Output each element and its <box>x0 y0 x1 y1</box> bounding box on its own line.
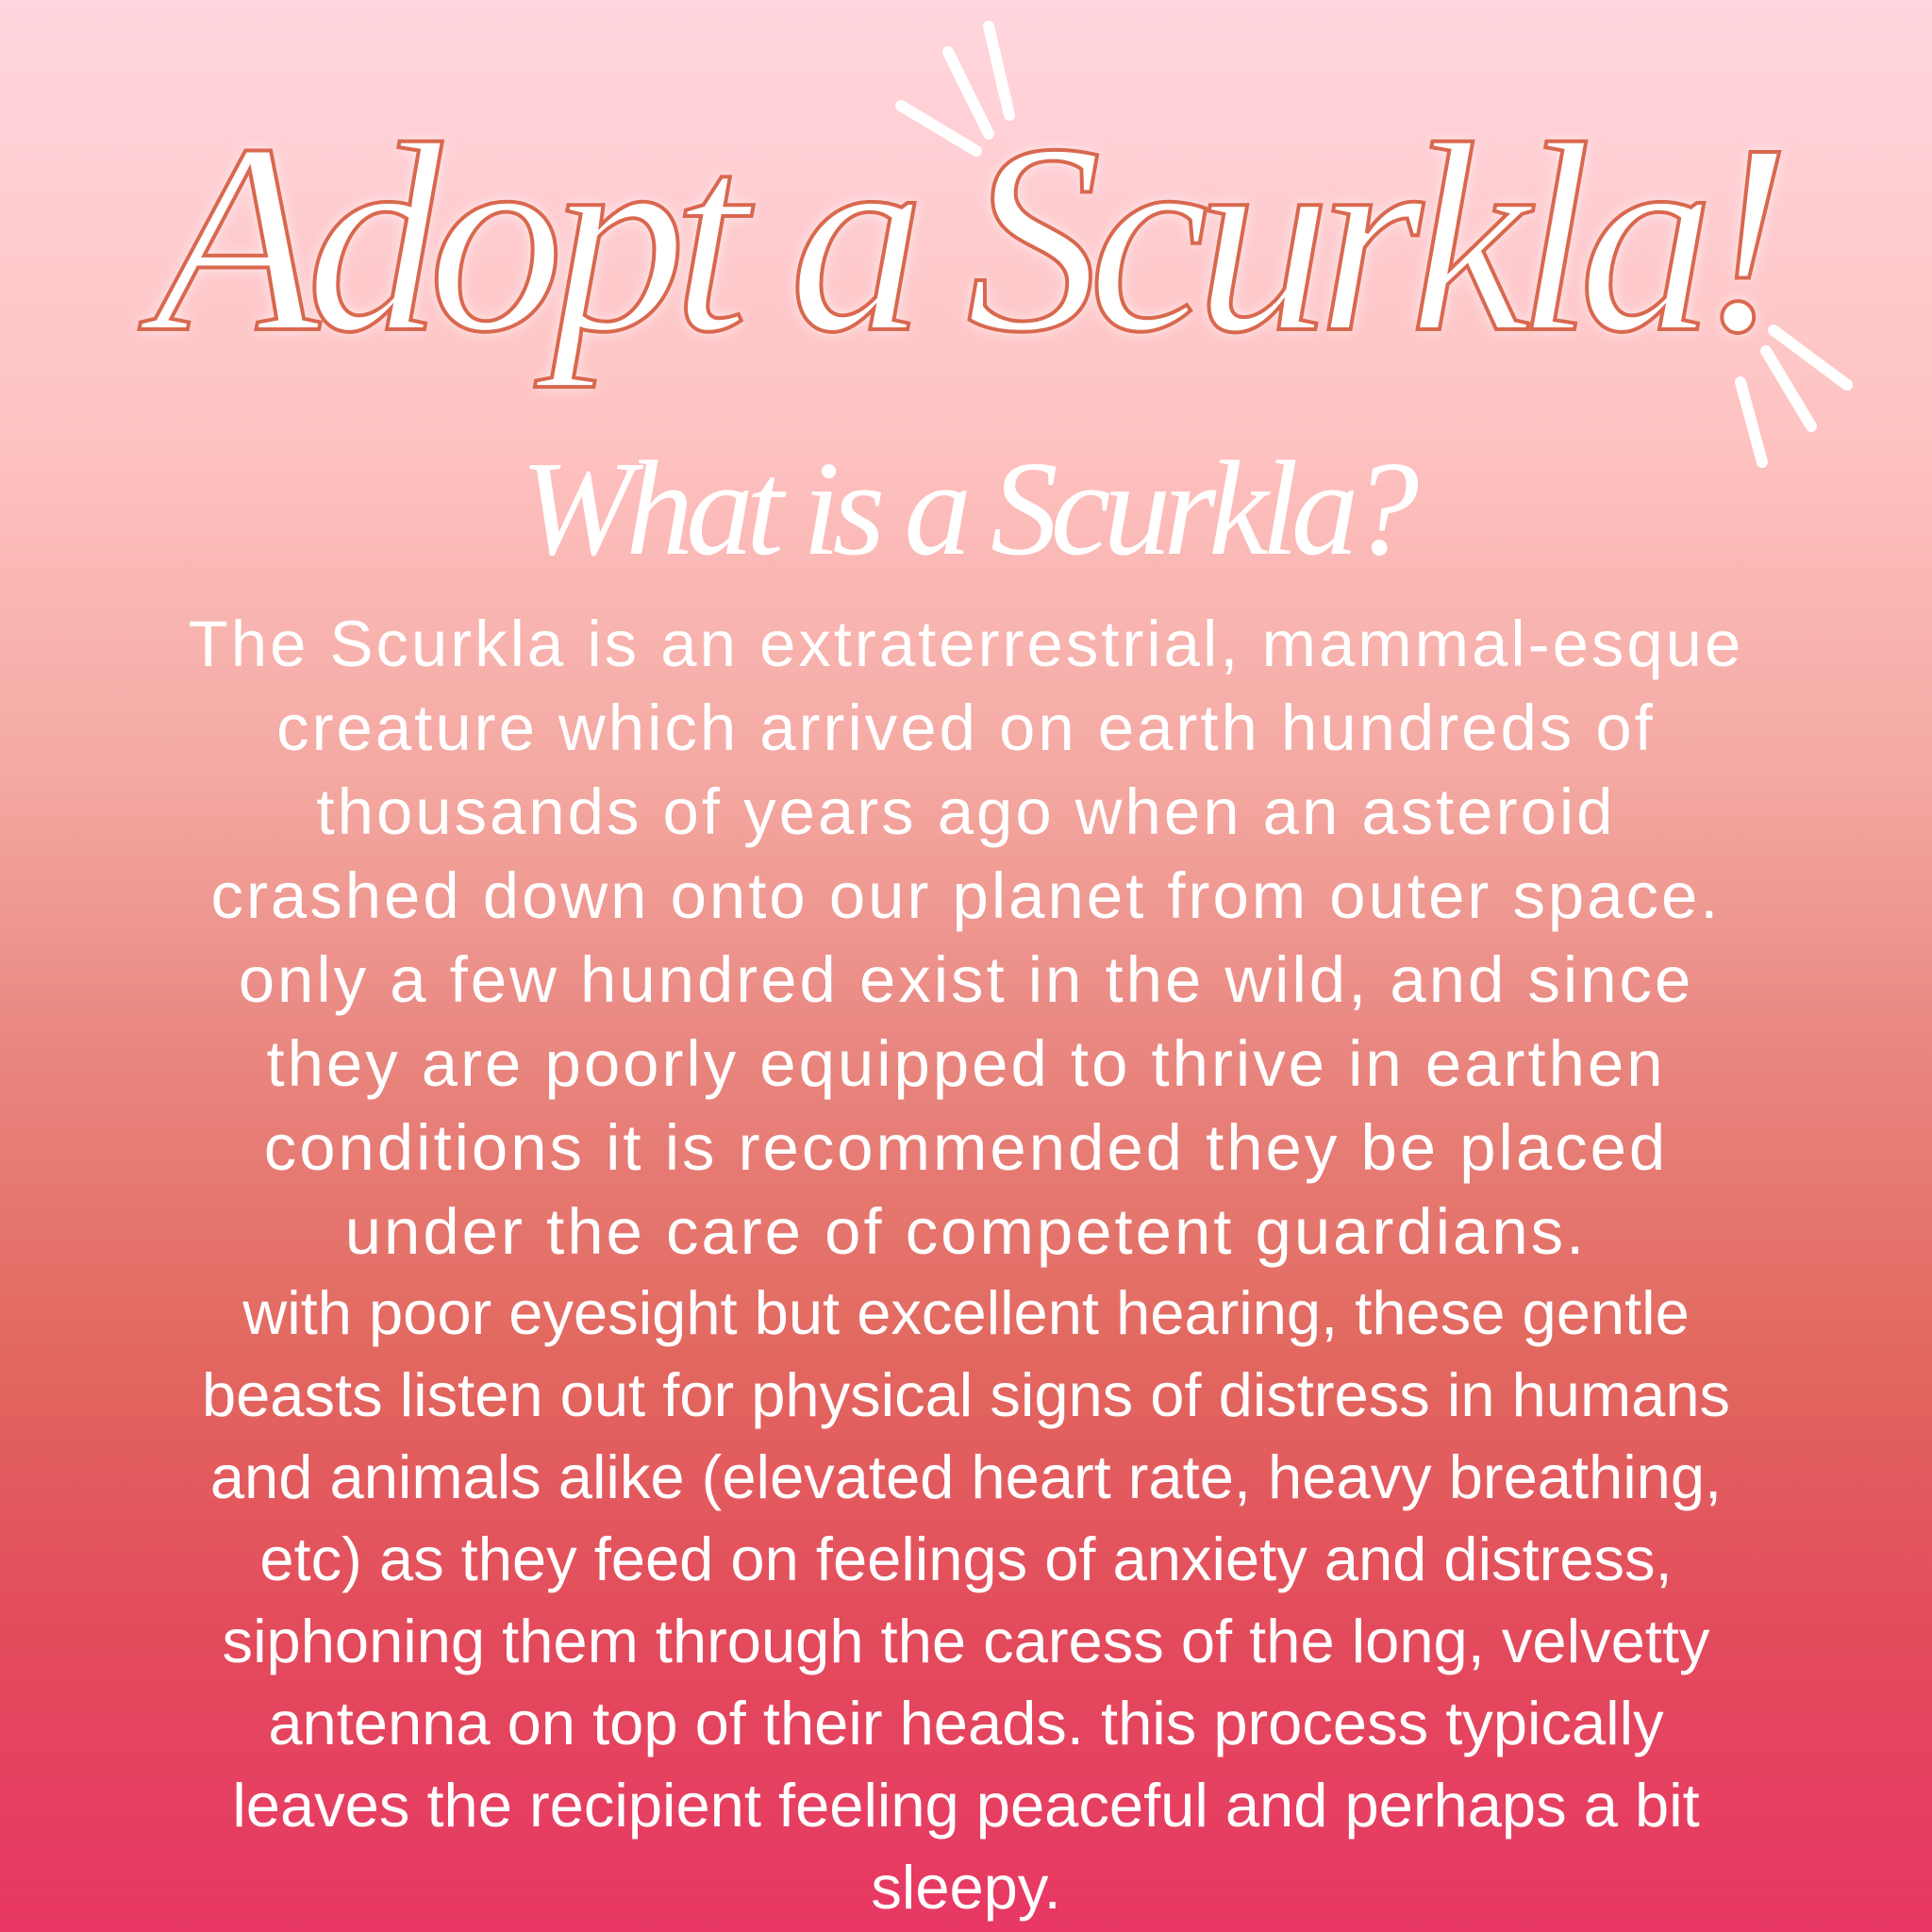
paragraph-line: antenna on top of their heads. this process typically <box>268 1689 1664 1757</box>
paragraph-line: sleepy. <box>871 1853 1061 1922</box>
description-paragraph-2 <box>0 1272 1932 1928</box>
paragraph-line: siphoning them through the caress of the long, velvetty <box>222 1607 1710 1675</box>
paragraph-line: leaves the recipient feeling peaceful and perhaps a bit <box>232 1771 1700 1840</box>
description-paragraph-1 <box>0 602 1932 1274</box>
paragraph-line: crashed down onto our planet from outer space. <box>210 859 1722 932</box>
page-title: Adopt a Scurkla! <box>154 89 1778 389</box>
paragraph-line: The Scurkla is an extraterrestrial, mammal-esque <box>188 608 1744 680</box>
paragraph-line: they are poorly equipped to thrive in earthen <box>266 1027 1666 1100</box>
paragraph-line: etc) as they feed on feelings of anxiety and distress, <box>259 1524 1673 1593</box>
paragraph-line: with poor eyesight but excellent hearing, these gentle <box>242 1278 1690 1347</box>
paragraph-line: thousands of years ago when an asteroid <box>316 775 1616 848</box>
paragraph-line: beasts listen out for physical signs of distress in humans <box>201 1360 1731 1429</box>
paragraph-line: only a few hundred exist in the wild, and since <box>238 943 1694 1016</box>
section-heading: What is a Scurkla? <box>520 434 1412 584</box>
paragraph-line: creature which arrived on earth hundreds of <box>276 691 1656 764</box>
paragraph-line: conditions it is recommended they be placed <box>263 1111 1669 1184</box>
paragraph-line: under the care of competent guardians. <box>344 1195 1588 1268</box>
paragraph-line: and animals alike (elevated heart rate, heavy breathing, <box>209 1442 1723 1511</box>
